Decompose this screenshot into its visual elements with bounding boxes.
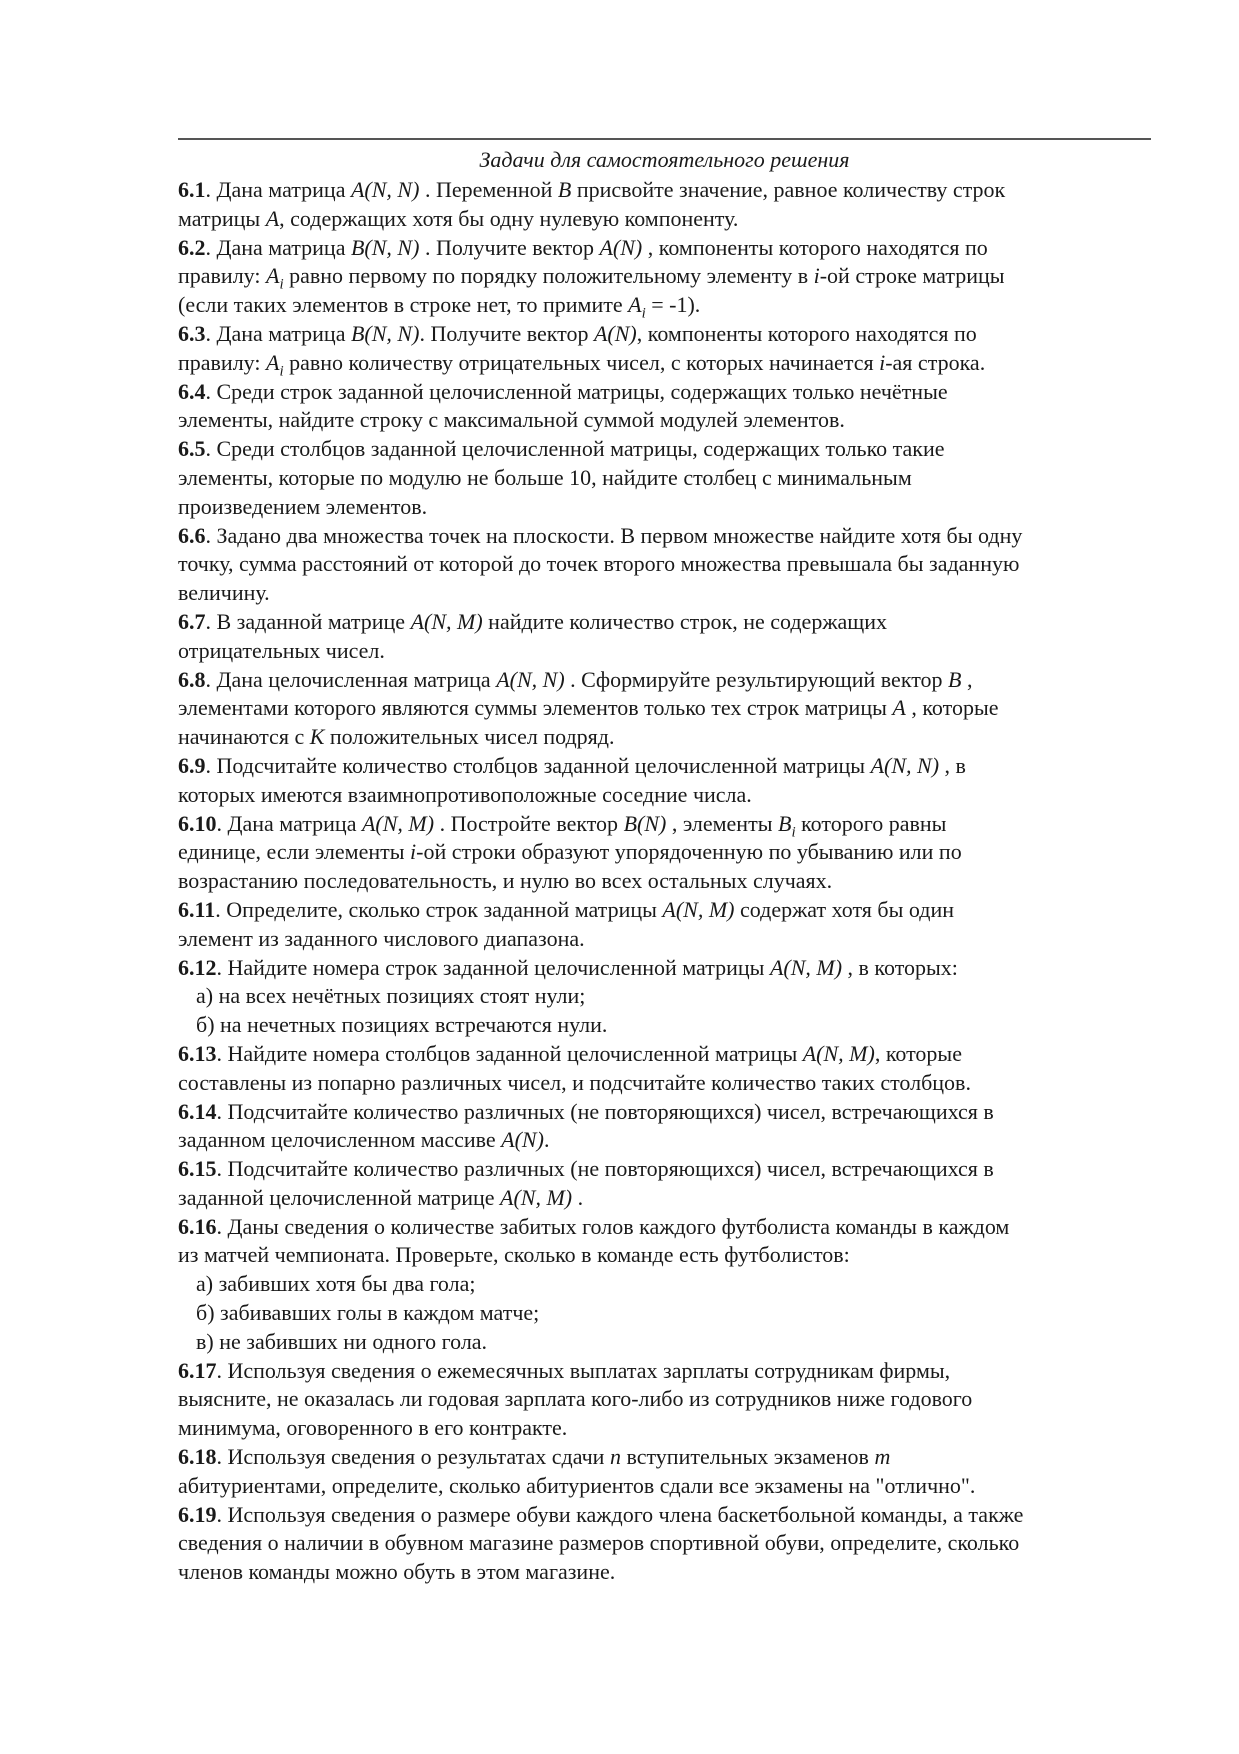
text-line — [178, 234, 1163, 263]
math-symbol: B(N, N) — [350, 320, 420, 346]
text-segment: . Сформируйте результирующий вектор — [564, 666, 949, 692]
task-number: 6.8 — [178, 666, 206, 692]
text-segment: . Дана матрица — [205, 320, 351, 346]
text-segment: , в которых: — [842, 954, 958, 980]
text-segment: элементами которого являются суммы элементов только тех строк матрицы — [178, 695, 893, 721]
math-symbol: A(N, M) — [500, 1184, 573, 1210]
text-line — [178, 666, 1163, 695]
text-line — [178, 1126, 1163, 1155]
math-symbol: A(N, M) — [361, 810, 435, 836]
text-segment: , элементы — [666, 810, 778, 836]
text-segment: . Переменной — [419, 177, 558, 202]
text-segment: . Среди столбцов заданной целочисленной матрицы, содержащих только такие — [205, 436, 945, 462]
math-symbol: A(N, M) — [802, 1040, 875, 1066]
text-line — [178, 464, 1163, 493]
text-segment: . Получите вектор — [419, 320, 594, 346]
math-symbol: A — [892, 695, 906, 721]
text-segment: . Получите вектор — [419, 234, 600, 260]
text-segment: составлены из попарно различных чисел, и подсчитайте количество таких столбцов. — [178, 1069, 971, 1095]
text-segment: равно количеству отрицательных чисел, с которых начинается — [283, 349, 880, 375]
text-line — [178, 1213, 1163, 1242]
task-number: 6.3 — [178, 320, 206, 346]
text-segment: . Используя сведения о размере обуви каждого члена баскетбольной команды, а также — [216, 1501, 1024, 1527]
text-segment: равно первому по порядку положительному элементу в — [283, 263, 814, 289]
math-symbol: i — [410, 839, 417, 865]
text-segment: . Дана целочисленная матрица — [205, 666, 497, 692]
section-heading: Задачи для самостоятельного решения — [479, 147, 850, 172]
text-line — [178, 550, 1163, 579]
task-number: 6.7 — [178, 608, 206, 634]
subscript: i — [791, 823, 796, 840]
math-symbol: B — [777, 810, 792, 836]
text-segment: вступительных экзаменов — [620, 1444, 875, 1470]
task-list — [178, 176, 1163, 1587]
text-segment: матрицы — [178, 205, 266, 231]
task-number: 6.16 — [178, 1213, 217, 1239]
text-segment: элементы, которые по модулю не больше 10, найдите столбец с минимальным — [178, 464, 912, 490]
math-symbol: A(N, M) — [410, 608, 483, 634]
text-segment: правилу: — [178, 263, 266, 289]
text-line — [178, 781, 1163, 810]
text-line — [178, 320, 1163, 349]
text-segment: . Дана матрица — [205, 177, 351, 202]
text-segment: . Подсчитайте количество различных (не повторяющихся) чисел, встречающихся в — [216, 1098, 994, 1124]
text-line — [178, 378, 1163, 407]
text-segment: заданной целочисленной матрице — [178, 1184, 501, 1210]
text-line — [178, 1299, 1163, 1328]
text-line — [178, 291, 1163, 320]
text-line — [178, 637, 1163, 666]
math-symbol: A(N, N) — [350, 177, 420, 202]
text-segment: (если таких элементов в строке нет, то примите — [178, 292, 629, 318]
text-line — [178, 406, 1163, 435]
text-segment: , компоненты которого находятся по — [636, 320, 977, 346]
text-segment: = -1). — [645, 292, 701, 318]
text-segment: , содержащих хотя бы одну нулевую компоненту. — [279, 205, 739, 231]
text-segment: возрастанию последовательность, и нулю во всех остальных случаях. — [178, 868, 833, 894]
text-line — [178, 1357, 1163, 1386]
text-segment: отрицательных чисел. — [178, 637, 385, 663]
task-number: 6.13 — [178, 1040, 217, 1066]
task-number: 6.1 — [178, 177, 206, 202]
text-line — [178, 925, 1163, 954]
text-segment: , которые — [905, 695, 999, 721]
math-symbol: A — [628, 292, 642, 318]
text-line — [178, 1270, 1163, 1299]
text-segment: -ой строке матрицы — [819, 263, 1005, 289]
text-segment: . Даны сведения о количестве забитых голов каждого футболиста команды в каждом — [216, 1213, 1010, 1239]
text-line — [178, 1385, 1163, 1414]
text-segment: . Найдите номера столбцов заданной целочисленной матрицы — [216, 1040, 803, 1066]
text-segment: -ая строка. — [885, 349, 986, 375]
math-symbol: B(N, N) — [350, 234, 420, 260]
text-segment: а) на всех нечётных позициях стоят нули; — [196, 983, 586, 1009]
text-line — [178, 1529, 1163, 1558]
text-line — [178, 723, 1163, 752]
math-symbol: n — [609, 1444, 621, 1470]
text-line — [178, 1241, 1163, 1270]
text-segment: . Постройте вектор — [434, 810, 624, 836]
math-symbol: A(N, N) — [496, 666, 565, 692]
text-segment: . Определите, сколько строк заданной матрицы — [215, 896, 663, 922]
math-symbol: A — [265, 205, 280, 231]
text-line — [178, 838, 1163, 867]
text-segment: , в — [939, 752, 966, 778]
math-symbol: A(N, M) — [662, 896, 735, 922]
task-number: 6.6 — [178, 522, 206, 548]
text-line — [178, 522, 1163, 551]
text-line — [178, 982, 1163, 1011]
text-segment: заданном целочисленном массиве — [178, 1127, 502, 1153]
text-line — [178, 1069, 1163, 1098]
text-line — [178, 694, 1163, 723]
text-segment: элемент из заданного числового диапазона. — [178, 925, 585, 951]
text-segment: положительных чисел подряд. — [324, 724, 615, 750]
text-segment: элементы, найдите строку с максимальной суммой модулей элементов. — [178, 407, 845, 433]
text-line — [178, 1414, 1163, 1443]
text-segment: . Подсчитайте количество столбцов заданной целочисленной матрицы — [205, 752, 871, 778]
text-line — [178, 896, 1163, 925]
text-segment: которого равны — [795, 810, 947, 836]
task-number: 6.10 — [178, 810, 217, 836]
text-segment: , которые — [874, 1040, 962, 1066]
text-segment: . — [543, 1127, 550, 1153]
task-number: 6.9 — [178, 752, 206, 778]
text-segment: б) на нечетных позициях встречаются нули. — [196, 1012, 608, 1038]
text-line — [178, 810, 1163, 839]
math-symbol: i — [813, 263, 820, 289]
text-segment: правилу: — [178, 349, 266, 375]
text-segment: выясните, не оказалась ли годовая зарплата кого-либо из сотрудников ниже годового — [178, 1386, 973, 1412]
math-symbol: A — [266, 349, 280, 375]
text-line — [178, 1328, 1163, 1357]
text-segment: присвойте значение, равное количеству строк — [571, 177, 1006, 202]
text-line — [178, 608, 1163, 637]
text-segment: начинаются с — [178, 724, 310, 750]
text-line — [178, 205, 1163, 234]
task-number: 6.19 — [178, 1501, 217, 1527]
subscript: i — [279, 363, 284, 380]
text-line — [178, 1443, 1163, 1472]
text-segment: . Задано два множества точек на плоскости. В первом множестве найдите хотя бы одну — [205, 522, 1023, 548]
task-number: 6.15 — [178, 1156, 217, 1182]
math-symbol: A(N) — [593, 320, 637, 346]
text-segment: . Используя сведения о ежемесячных выплатах зарплаты сотрудникам фирмы, — [216, 1357, 951, 1383]
text-segment: , — [961, 666, 973, 692]
math-symbol: A(N, N) — [870, 752, 940, 778]
text-segment: которых имеются взаимнопротивоположные соседние числа. — [178, 781, 752, 807]
math-symbol: A(N) — [501, 1127, 544, 1153]
text-segment: , компоненты которого находятся по — [642, 234, 988, 260]
text-line — [178, 954, 1163, 983]
text-segment: . Подсчитайте количество различных (не повторяющихся) чисел, встречающихся в — [216, 1156, 994, 1182]
text-segment: . — [572, 1184, 584, 1210]
text-line — [178, 1155, 1163, 1184]
task-number: 6.14 — [178, 1098, 217, 1124]
task-number: 6.2 — [178, 234, 206, 260]
task-number: 6.18 — [178, 1444, 217, 1470]
task-number: 6.5 — [178, 436, 206, 462]
text-segment: . Найдите номера строк заданной целочисленной матрицы — [216, 954, 770, 980]
text-segment: произведением элементов. — [178, 493, 428, 519]
text-segment: а) забивших хотя бы два гола; — [196, 1271, 476, 1297]
text-segment: единице, если элементы — [178, 839, 410, 865]
math-symbol: K — [309, 724, 325, 750]
math-symbol: A — [266, 263, 280, 289]
text-segment: точку, сумма расстояний от которой до точек второго множества превышала бы заданную — [178, 551, 1020, 577]
header-rule — [178, 138, 1151, 140]
text-line — [178, 349, 1163, 378]
subscript: i — [279, 276, 284, 293]
task-number: 6.11 — [178, 896, 216, 922]
text-line — [178, 262, 1163, 291]
text-line — [178, 1098, 1163, 1127]
math-symbol: B — [557, 177, 572, 202]
text-line — [178, 1184, 1163, 1213]
text-segment: . Дана матрица — [205, 234, 351, 260]
math-symbol: B — [948, 666, 962, 692]
text-segment: минимума, оговоренного в его контракте. — [178, 1415, 568, 1441]
text-segment: в) не забивших ни одного гола. — [196, 1328, 488, 1354]
text-segment: членов команды можно обуть в этом магазине. — [178, 1559, 616, 1585]
text-line — [178, 1040, 1163, 1069]
text-segment: . Используя сведения о результатах сдачи — [216, 1444, 610, 1470]
text-segment: . Среди строк заданной целочисленной матрицы, содержащих только нечётные — [205, 378, 948, 404]
text-line — [178, 1501, 1163, 1530]
math-symbol: A(N) — [599, 234, 643, 260]
task-number: 6.17 — [178, 1357, 217, 1383]
text-line — [178, 435, 1163, 464]
text-segment: -ой строки образуют упорядоченную по убыванию или по — [416, 839, 962, 865]
text-line — [178, 493, 1163, 522]
math-symbol: B(N) — [623, 810, 667, 836]
text-segment: найдите количество строк, не содержащих — [482, 608, 887, 634]
task-number: 6.4 — [178, 378, 206, 404]
text-line — [178, 176, 1163, 205]
subscript: i — [641, 305, 646, 322]
task-number: 6.12 — [178, 954, 217, 980]
text-segment: . Дана матрица — [216, 810, 362, 836]
math-symbol: i — [879, 349, 886, 375]
text-segment: величину. — [178, 580, 270, 606]
text-segment: абитуриентами, определите, сколько абитуриентов сдали все экзамены на "отлично". — [178, 1472, 976, 1498]
text-line — [178, 867, 1163, 896]
text-line — [178, 752, 1163, 781]
text-segment: из матчей чемпионата. Проверьте, сколько в команде есть футболистов: — [178, 1242, 850, 1268]
math-symbol: A(N, M) — [769, 954, 843, 980]
text-segment: содержат хотя бы один — [734, 896, 954, 922]
text-segment: б) забивавших голы в каждом матче; — [196, 1300, 540, 1326]
text-line — [178, 1472, 1163, 1501]
text-line — [178, 579, 1163, 608]
text-line — [178, 1011, 1163, 1040]
text-line — [178, 1558, 1163, 1587]
text-segment: сведения о наличии в обувном магазине размеров спортивной обуви, определите, сколько — [178, 1530, 1020, 1556]
math-symbol: m — [874, 1444, 891, 1470]
text-segment: . В заданной матрице — [205, 608, 411, 634]
